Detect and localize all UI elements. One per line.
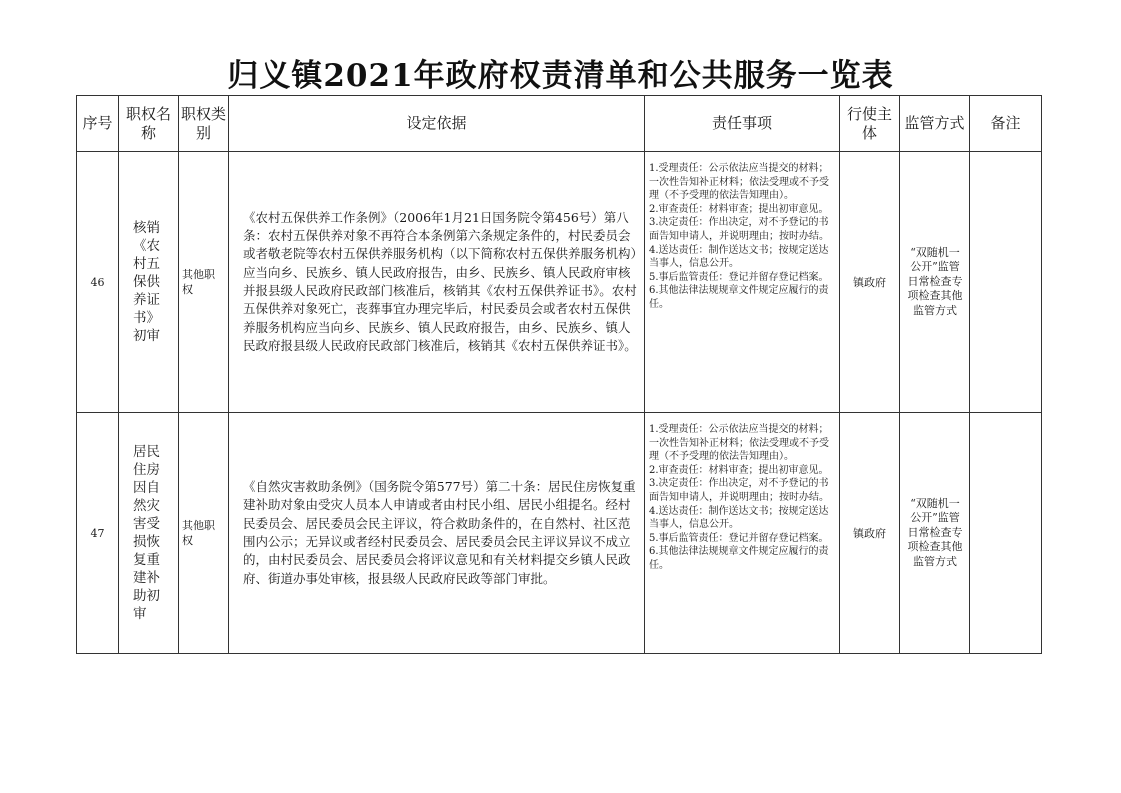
row-actor: 镇政府 (840, 152, 900, 413)
row-power-name: 核销《农村五保供养证书》初审 (119, 152, 179, 413)
header-remark: 备注 (970, 96, 1042, 152)
responsibility-item: 6.其他法律法规规章文件规定应履行的责任。 (649, 546, 829, 571)
table-header-row (77, 96, 1042, 152)
responsibility-item: 5.事后监管责任：登记并留存登记档案。 (649, 271, 829, 283)
row-remark (970, 152, 1042, 413)
row-actor: 镇政府 (840, 413, 900, 654)
header-supervision: 监管方式 (900, 96, 970, 152)
row-power-name: 居民住房因自然灾害受损恢复重建补助初审 (119, 413, 179, 654)
responsibility-item: 4.送达责任：制作送达文书；按规定送达当事人，信息公开。 (649, 505, 829, 531)
responsibility-item: 2.审查责任：材料审查；提出初审意见。 (649, 203, 829, 215)
row-responsibilities (645, 413, 840, 654)
header-num: 序号 (77, 96, 119, 152)
header-name: 职权名称 (119, 96, 179, 152)
row-basis: 《自然灾害救助条例》（国务院令第577号）第二十条：居民住房恢复重建补助对象由受灾人员本人申请或者由村民小组、居民小组提名。经村民委员会、居民委员会民主评议，符合救助条件的，在自然村、社区范围内公示；无异议或者经村民委员会、居民委员会民主评议异议不成立的，由村民委员会、居民委员会将评议意见和有关材料提交乡镇人民政府、街道办事处审核，报县级人民政府民政等部门审批。 (229, 413, 645, 654)
row-supervision: “双随机一公开”监管日常检查专项检查其他监管方式 (900, 413, 970, 654)
responsibility-item: 4.送达责任：制作送达文书；按规定送达当事人，信息公开。 (649, 244, 829, 270)
header-responsibility: 责任事项 (645, 96, 840, 152)
row-remark (970, 413, 1042, 654)
responsibility-item: 6.其他法律法规规章文件规定应履行的责任。 (649, 285, 829, 310)
row-num: 46 (77, 152, 119, 413)
table-row (77, 413, 1042, 654)
power-list-table (76, 95, 1042, 654)
responsibility-item: 1.受理责任：公示依法应当提交的材料；一次性告知补正材料；依法受理或不予受理（不予受理的依法告知理由）。 (649, 424, 829, 463)
responsibility-item: 3.决定责任：作出决定，对不予登记的书面告知申请人，并说明理由；按时办结。 (649, 478, 829, 503)
responsibility-item: 3.决定责任：作出决定，对不予登记的书面告知申请人，并说明理由；按时办结。 (649, 217, 829, 242)
page-title: 归义镇2021年政府权责清单和公共服务一览表 (227, 58, 894, 94)
row-basis: 《农村五保供养工作条例》（2006年1月21日国务院令第456号）第八条：农村五保供养对象不再符合本条例第六条规定条件的，村民委员会或者敬老院等农村五保供养服务机构（以下简称农村五保供养服务机构）应当向乡、民族乡、镇人民政府报告，由乡、民族乡、镇人民政府审核并报县级人民政府民政部门核准后，核销其《农村五保供养证书》。农村五保供养对象死亡，丧葬事宜办理完毕后，村民委员会或者农村五保供养服务机构应当向乡、民族乡、镇人民政府报告，由乡、民族乡、镇人民政府报县级人民政府民政部门核准后，核销其《农村五保供养证书》。 (229, 152, 645, 413)
responsibility-item: 2.审查责任：材料审查；提出初审意见。 (649, 464, 829, 476)
header-category: 职权类别 (179, 96, 229, 152)
header-basis: 设定依据 (229, 96, 645, 152)
row-responsibilities (645, 152, 840, 413)
responsibility-item: 1.受理责任：公示依法应当提交的材料；一次性告知补正材料；依法受理或不予受理（不予受理的依法告知理由）。 (649, 163, 829, 202)
header-actor: 行使主体 (840, 96, 900, 152)
responsibility-item: 5.事后监管责任：登记并留存登记档案。 (649, 532, 829, 544)
row-supervision: “双随机一公开”监管日常检查专项检查其他监管方式 (900, 152, 970, 413)
row-category: 其他职权 (179, 413, 229, 654)
row-category: 其他职权 (179, 152, 229, 413)
row-num: 47 (77, 413, 119, 654)
table-row (77, 152, 1042, 413)
